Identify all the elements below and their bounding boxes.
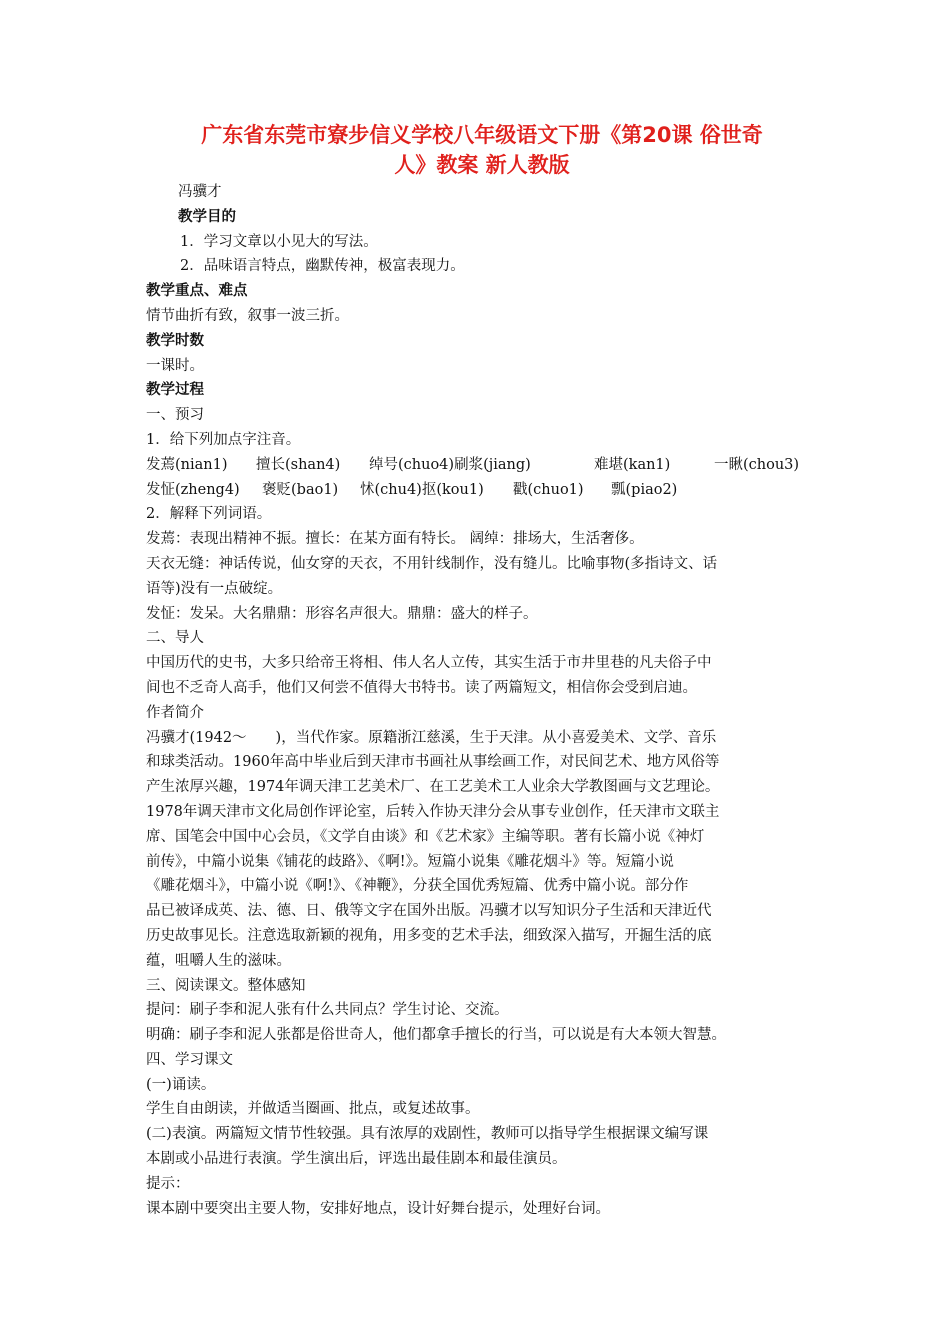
read-heading: 三、阅读课文。整体感知 <box>146 977 306 994</box>
definition-text: 天衣无缝：神话传说，仙女穿的天衣，不用针线制作，没有缝儿。比喻事物(多指诗文、话 <box>146 555 718 572</box>
question-2: 2．解释下列词语。 <box>146 506 272 523</box>
preview-heading: 一、预习 <box>146 407 204 424</box>
bio-line: 《雕花烟斗》，中篇小说《啊!》、《神鞭》，分获全国优秀短篇、优秀中篇小说。部分作 <box>146 878 689 895</box>
bio-line: 历史故事见长。注意选取新颖的视角，用多变的艺术手法，细致深入描写，开掘生活的底 <box>146 927 712 944</box>
bio-line: 前传》，中篇小说集《铺花的歧路》、《啊!》。短篇小说集《雕花烟斗》等。短篇小说 <box>146 853 674 870</box>
question-1: 1．给下列加点字注音。 <box>146 431 301 448</box>
bio-line: 1978年调天津市文化局创作评论室，后转入作协天津分会从事专业创作，任天津市文联主 <box>146 803 720 820</box>
pinyin-item: 难堪(kan1) <box>594 456 671 473</box>
time-text: 一课时。 <box>146 357 204 374</box>
tip-text: 课本剧中要突出主要人物，安排好地点，设计好舞台提示，处理好台词。 <box>146 1200 610 1217</box>
pinyin-row-2 <box>146 478 818 503</box>
pinyin-item: 褒贬(bao1) <box>262 481 339 498</box>
bio-line: 冯骥才(1942～ )，当代作家。原籍浙江慈溪，生于天津。从小喜爱美术、文学、音乐 <box>146 729 717 746</box>
process-heading: 教学过程 <box>146 382 204 399</box>
objective-item: 1．学习文章以小见大的写法。 <box>180 233 378 250</box>
definition-text: 发怔：发呆。大名鼎鼎：形容名声很大。鼎鼎：盛大的样子。 <box>146 605 538 622</box>
pinyin-item: 发怔(zheng4) <box>146 481 240 498</box>
pinyin-item: 一瞅(chou3) <box>714 456 800 473</box>
pinyin-item: 瓢(piao2) <box>611 481 678 498</box>
author-name: 冯骥才 <box>178 184 222 200</box>
pinyin-item: 发蔫(nian1) <box>146 456 228 473</box>
definition-text: 语等)没有一点破绽。 <box>146 580 283 597</box>
definition-text: 发蔫：表现出精神不振。擅长：在某方面有特长。 阔绰：排场大，生活奢侈。 <box>146 531 644 548</box>
intro-heading: 二、导人 <box>146 630 204 647</box>
intro-text: 间也不乏奇人高手，他们又何尝不值得大书特书。读了两篇短文，相信你会受到启迪。 <box>146 679 697 696</box>
bio-line: 蕴，咀嚼人生的滋味。 <box>146 952 291 969</box>
study-step-2: (二)表演。两篇短文情节性较强。具有浓厚的戏剧性，教师可以指导学生根据课文编写课 <box>146 1126 709 1143</box>
bio-line: 和球类活动。1960年高中毕业后到天津市书画社从事绘画工作，对民间艺术、地方风俗等 <box>146 754 720 771</box>
pinyin-item: 怵(chu4)抠(kou1) <box>360 481 484 498</box>
tip-heading: 提示： <box>146 1175 190 1192</box>
document-title-line1: 广东省东莞市寮步信义学校八年级语文下册《第20课 俗世奇 <box>201 123 763 147</box>
bio-line: 席、国笔会中国中心会员，《文学自由谈》和《艺术家》主编等职。著有长篇小说《神灯 <box>146 828 705 845</box>
objective-item: 2．品味语言特点，幽默传神，极富表现力。 <box>180 258 465 275</box>
pinyin-item: 擅长(shan4) <box>256 456 341 473</box>
time-heading: 教学时数 <box>146 332 204 349</box>
objective-heading: 教学目的 <box>178 208 236 225</box>
study-step-2-text: 本剧或小品进行表演。学生演出后，评选出最佳剧本和最佳演员。 <box>146 1151 567 1168</box>
question-text: 提问：刷子李和泥人张有什么共同点？学生讨论、交流。 <box>146 1002 509 1019</box>
pinyin-item: 戳(chuo1) <box>513 481 584 498</box>
pinyin-item: 绰号(chuo4)刷浆(jiang) <box>369 456 531 473</box>
bio-line: 品已被译成英、法、德、日、俄等文字在国外出版。冯骥才以写知识分子生活和天津近代 <box>146 903 712 920</box>
key-text: 情节曲折有致，叙事一波三折。 <box>146 307 349 324</box>
document-page <box>146 120 818 1221</box>
study-step-1-text: 学生自由朗读，并做适当圈画、批点，或复述故事。 <box>146 1101 480 1118</box>
study-heading: 四、学习课文 <box>146 1051 233 1068</box>
author-heading: 作者简介 <box>146 704 204 721</box>
pinyin-row-1 <box>146 453 818 478</box>
intro-text: 中国历代的史书，大多只给帝王将相、伟人名人立传，其实生活于市井里巷的凡夫俗子中 <box>146 655 712 672</box>
key-heading: 教学重点、难点 <box>146 283 248 300</box>
study-step-1: (一)诵读。 <box>146 1076 216 1093</box>
bio-line: 产生浓厚兴趣，1974年调天津工艺美术厂、在工艺美术工人业余大学教图画与文艺理论。 <box>146 779 720 796</box>
answer-text: 明确：刷子李和泥人张都是俗世奇人，他们都拿手擅长的行当，可以说是有大本领大智慧。 <box>146 1027 726 1044</box>
document-title-line2: 人》教案 新人教版 <box>394 153 570 177</box>
